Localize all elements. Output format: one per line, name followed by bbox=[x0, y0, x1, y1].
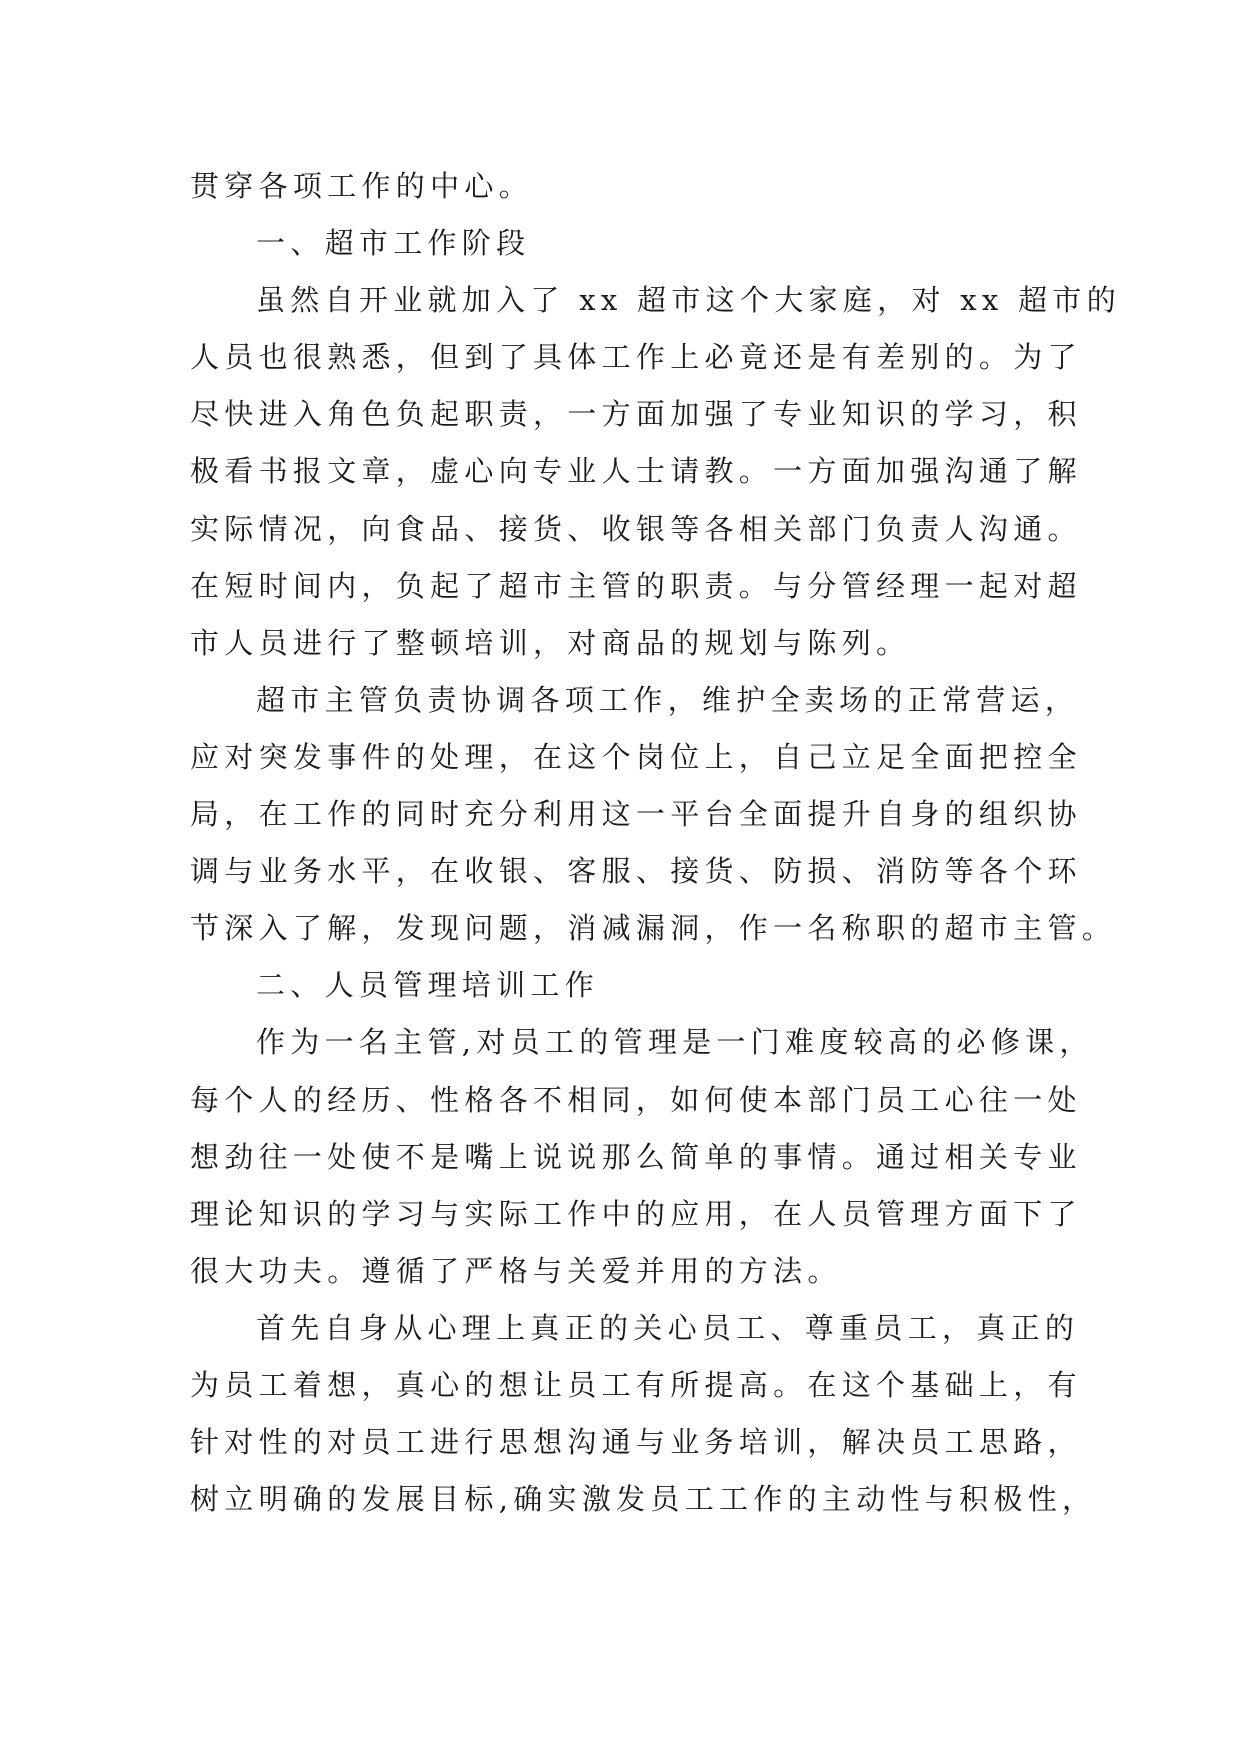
text-line: 应对突发事件的处理，在这个岗位上，自己立足全面把控全 bbox=[190, 739, 1082, 774]
text-line: 节深入了解，发现问题，消减漏洞，作一名称职的超市主管。 bbox=[190, 911, 1117, 946]
section-heading: 一、超市工作阶段 bbox=[256, 226, 531, 261]
text-line: 在短时间内，负起了超市主管的职责。与分管经理一起对超 bbox=[190, 568, 1082, 603]
text-line: 虽然自开业就加入了 xx 超市这个大家庭，对 xx 超市的 bbox=[256, 283, 1121, 318]
section-heading: 二、人员管理培训工作 bbox=[256, 968, 600, 1003]
text-line: 实际情况，向食品、接货、收银等各相关部门负责人沟通。 bbox=[190, 511, 1082, 546]
text-line: 超市主管负责协调各项工作，维护全卖场的正常营运， bbox=[256, 682, 1080, 717]
text-line: 尽快进入角色负起职责，一方面加强了专业知识的学习，积 bbox=[190, 397, 1082, 432]
text-line: 想劲往一处使不是嘴上说说那么简单的事情。通过相关专业 bbox=[190, 1139, 1082, 1174]
text-line: 调与业务水平，在收银、客服、接货、防损、消防等各个环 bbox=[190, 854, 1082, 889]
text-line: 树立明确的发展目标,确实激发员工工作的主动性与积极性， bbox=[190, 1482, 1097, 1517]
text-line: 作为一名主管,对员工的管理是一门难度较高的必修课， bbox=[256, 1025, 1094, 1060]
text-line: 市人员进行了整顿培训，对商品的规划与陈列。 bbox=[190, 625, 911, 660]
text-line: 极看书报文章，虚心向专业人士请教。一方面加强沟通了解 bbox=[190, 454, 1082, 489]
text-line: 理论知识的学习与实际工作中的应用，在人员管理方面下了 bbox=[190, 1196, 1082, 1231]
text-line: 贯穿各项工作的中心。 bbox=[190, 169, 534, 203]
text-line: 针对性的对员工进行思想沟通与业务培训，解决员工思路， bbox=[190, 1425, 1082, 1460]
text-line: 局，在工作的同时充分利用这一平台全面提升自身的组织协 bbox=[190, 797, 1082, 832]
document-body bbox=[190, 158, 1121, 1528]
text-line: 人员也很熟悉，但到了具体工作上必竟还是有差别的。为了 bbox=[190, 340, 1082, 375]
text-line: 每个人的经历、性格各不相同，如何使本部门员工心往一处 bbox=[190, 1082, 1082, 1117]
text-line: 很大功夫。遵循了严格与关爱并用的方法。 bbox=[190, 1253, 842, 1288]
text-line: 首先自身从心理上真正的关心员工、尊重员工，真正的 bbox=[256, 1310, 1080, 1345]
text-line: 为员工着想，真心的想让员工有所提高。在这个基础上，有 bbox=[190, 1367, 1082, 1402]
